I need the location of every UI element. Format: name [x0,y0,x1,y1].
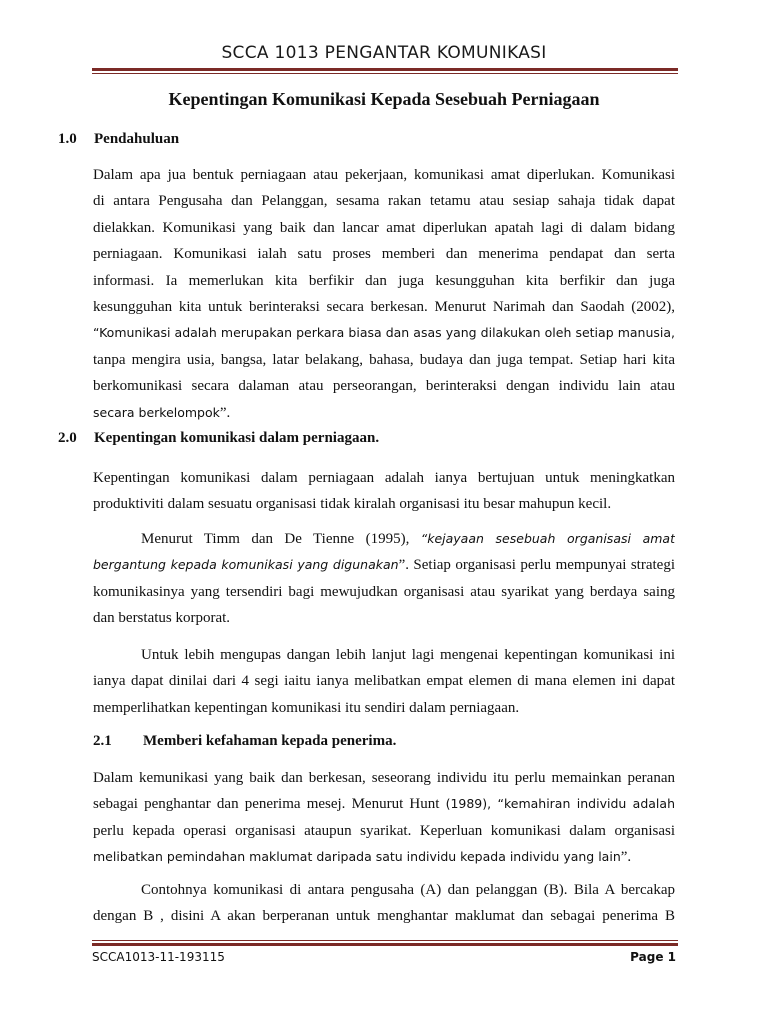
header-rule-thin [92,73,678,74]
paragraph-line [93,526,675,552]
section-title: Pendahuluan [94,131,180,147]
paragraph-line: perniagaan. Komunikasi ialah satu proses memberi dan menerima pendapat dan serta [93,246,675,263]
header-course-title: SCCA 1013 PENGANTAR KOMUNIKASI [221,43,547,63]
quote-text: melibatkan pemindahan maklumat daripada satu individu kepada individu yang lain [93,849,621,865]
paragraph-line: kesungguhan kita untuk berinteraksi secara berkesan. Menurut Narimah dan Saodah (2002), [93,298,675,315]
section-number: 1.0 [58,131,77,147]
section-number: 2.0 [58,430,77,446]
paragraph-line: dielakkan. Komunikasi yang baik dan lancar amat diperlukan apatah lagi di dalam bidang [93,219,675,236]
paragraph-line: dengan B , disini A akan berperanan untuk menghantar maklumat dan sebagai penerima B [93,908,675,925]
paragraph-line: Contohnya komunikasi di antara pengusaha (A) dan pelanggan (B). Bila A bercakap [141,882,675,898]
footer-page-number: Page 1 [630,950,676,964]
section-title: Kepentingan komunikasi dalam perniagaan. [94,430,380,446]
section-number: 2.1 [93,733,112,749]
quote-text: “kejayaan sesebuah organisasi amat [420,531,675,546]
paragraph-line: perlu kepada operasi organisasi ataupun syarikat. Keperluan komunikasi dalam organisasi [93,822,675,839]
quote-text: secara berkelompok [93,404,220,420]
paragraph-line: Kepentingan komunikasi dalam perniagaan adalah ianya bertujuan untuk meningkatkan [93,470,675,486]
paragraph-line: produktiviti dalam sesuatu organisasi tidak kiralah organisasi itu besar mahupun kecil. [93,496,612,513]
quote-line: berkomunikasi secara dalaman atau perseorangan, berinteraksi dengan individu lain atau [93,378,675,395]
footer-rule-thin [92,940,678,941]
paragraph-line: informasi. Ia memerlukan kita berfikir dan juga kesungguhan kita berfikir dan juga [93,272,675,289]
quote-text: bergantung kepada komunikasi yang digunakan [93,557,399,573]
section-2-1-paragraph-1 [93,765,675,871]
section-2-paragraph-2 [93,526,675,632]
paragraph-line: ianya dapat dinilai dari 4 segi iaitu ianya melibatkan empat elemen di mana elemen ini dapat [93,673,675,690]
footer-rule-thick [92,943,678,946]
section-1-heading [58,131,179,148]
paragraph-line [93,552,675,578]
quote-close: ”. [620,849,632,866]
citation-text: Menurut Timm dan De Tienne (1995), [141,531,421,547]
paragraph-line: dan berstatus korporat. [93,610,231,627]
header-rule-thick [92,68,678,71]
quote-line [93,400,675,426]
paragraph-line: di antara Pengusaha dan Pelanggan, sesama rakan tetamu atau sesiap sahaja tidak dapat [93,193,675,210]
paragraph-line: memperlihatkan kepentingan komunikasi itu sendiri dalam perniagaan. [93,699,520,716]
footer-doc-code: SCCA1013-11-193115 [92,950,225,964]
section-1-paragraph [93,162,675,426]
quote-line: tanpa mengira usia, bangsa, latar belakang, bahasa, budaya dan juga tempat. Setiap hari kita [93,351,675,368]
section-2-1-heading [93,733,396,750]
paragraph-line [93,791,675,817]
section-2-heading [58,430,379,447]
paragraph-text: ”. Setiap organisasi perlu mempunyai strategi [398,557,675,574]
quote-text: “Komunikasi adalah merupakan perkara biasa dan asas yang dilakukan oleh setiap manusia, [93,325,675,341]
section-2-1-paragraph-2 [93,877,675,930]
paragraph-line [93,844,675,870]
quote-text: (1989), “kemahiran individu adalah [445,796,675,812]
paragraph-line: komunikasinya yang tersendiri bagi mewujudkan organisasi atau syarikat yang berdaya saing [93,583,675,600]
quote-close: ”. [219,404,231,421]
section-2-paragraph-1 [93,465,675,518]
paragraph-line: Dalam apa jua bentuk perniagaan atau pekerjaan, komunikasi amat diperlukan. Komunikasi [93,167,675,183]
paragraph-line: Untuk lebih mengupas dangan lebih lanjut lagi mengenai kepentingan komunikasi ini [141,647,675,663]
quote-line [93,320,675,346]
section-2-paragraph-3 [93,642,675,721]
document-title: Kepentingan Komunikasi Kepada Sesebuah Perniagaan [168,89,600,109]
section-title: Memberi kefahaman kepada penerima. [143,733,397,749]
paragraph-text: sebagai penghantar dan penerima mesej. Menurut Hunt [93,796,446,813]
paragraph-line: Dalam kemunikasi yang baik dan berkesan, seseorang individu itu perlu memainkan peranan [93,770,675,786]
